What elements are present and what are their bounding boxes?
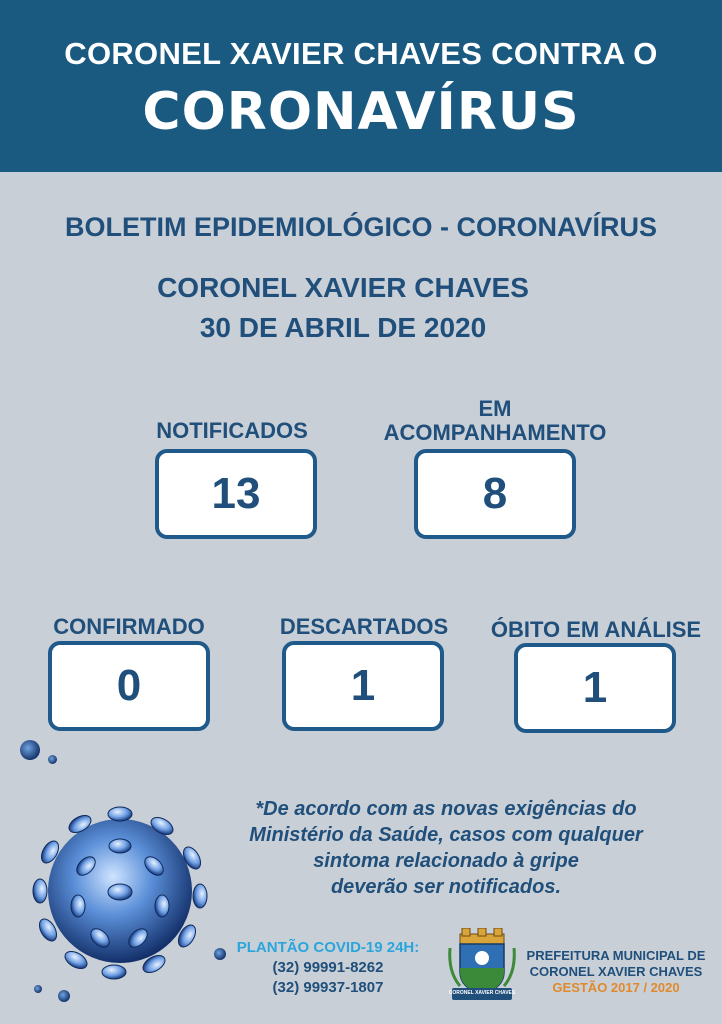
- coronavirus-illustration-icon: [22, 796, 218, 986]
- confirmado-value: 0: [48, 641, 210, 731]
- descartados-label: DESCARTADOS: [279, 614, 449, 639]
- header-title: CORONEL XAVIER CHAVES CONTRA O: [64, 36, 658, 71]
- obito-label: ÓBITO EM ANÁLISE: [490, 617, 702, 642]
- note-line-2: Ministério da Saúde, casos com qualquer: [249, 824, 643, 846]
- confirmado-label: CONFIRMADO: [53, 614, 205, 639]
- virus-particle-icon: [34, 985, 42, 993]
- plantao-phone-2: (32) 99937-1807: [272, 979, 384, 996]
- prefeitura-line-2: CORONEL XAVIER CHAVES: [529, 964, 703, 979]
- plantao-phone-1: (32) 99991-8262: [272, 959, 384, 976]
- note-line-3: sintoma relacionado à gripe: [313, 850, 579, 872]
- obito-value: 1: [514, 643, 676, 733]
- note-line-1: *De acordo com as novas exigências do: [255, 798, 637, 820]
- descartados-value: 1: [282, 641, 444, 731]
- prefeitura-line-1: PREFEITURA MUNICIPAL DE: [526, 948, 706, 963]
- city-name: CORONEL XAVIER CHAVES: [157, 272, 529, 303]
- header-banner: [0, 0, 722, 172]
- virus-particle-icon: [58, 990, 70, 1002]
- notificados-label: NOTIFICADOS: [156, 418, 308, 443]
- crest-ribbon-text: CORONEL XAVIER CHAVES: [448, 990, 516, 996]
- prefeitura-block: [526, 948, 706, 996]
- virus-particle-icon: [20, 740, 40, 760]
- acompanhamento-label-line2: ACOMPANHAMENTO: [383, 420, 607, 445]
- coronavirus-wordmark: CORONAVÍRUS: [142, 82, 580, 142]
- plantao-contact: [228, 938, 428, 998]
- notification-note: [236, 796, 656, 900]
- bulletin-date: 30 DE ABRIL DE 2020: [199, 312, 487, 343]
- acompanhamento-label-line1: EM: [478, 396, 512, 421]
- acompanhamento-value: 8: [414, 449, 576, 539]
- note-line-4: deverão ser notificados.: [330, 876, 562, 898]
- bulletin-title: BOLETIM EPIDEMIOLÓGICO - CORONAVÍRUS: [64, 212, 657, 242]
- notificados-value: 13: [155, 449, 317, 539]
- plantao-title: PLANTÃO COVID-19 24H:: [236, 939, 420, 956]
- gestao-period: GESTÃO 2017 / 2020: [552, 980, 680, 995]
- virus-particle-icon: [48, 755, 57, 764]
